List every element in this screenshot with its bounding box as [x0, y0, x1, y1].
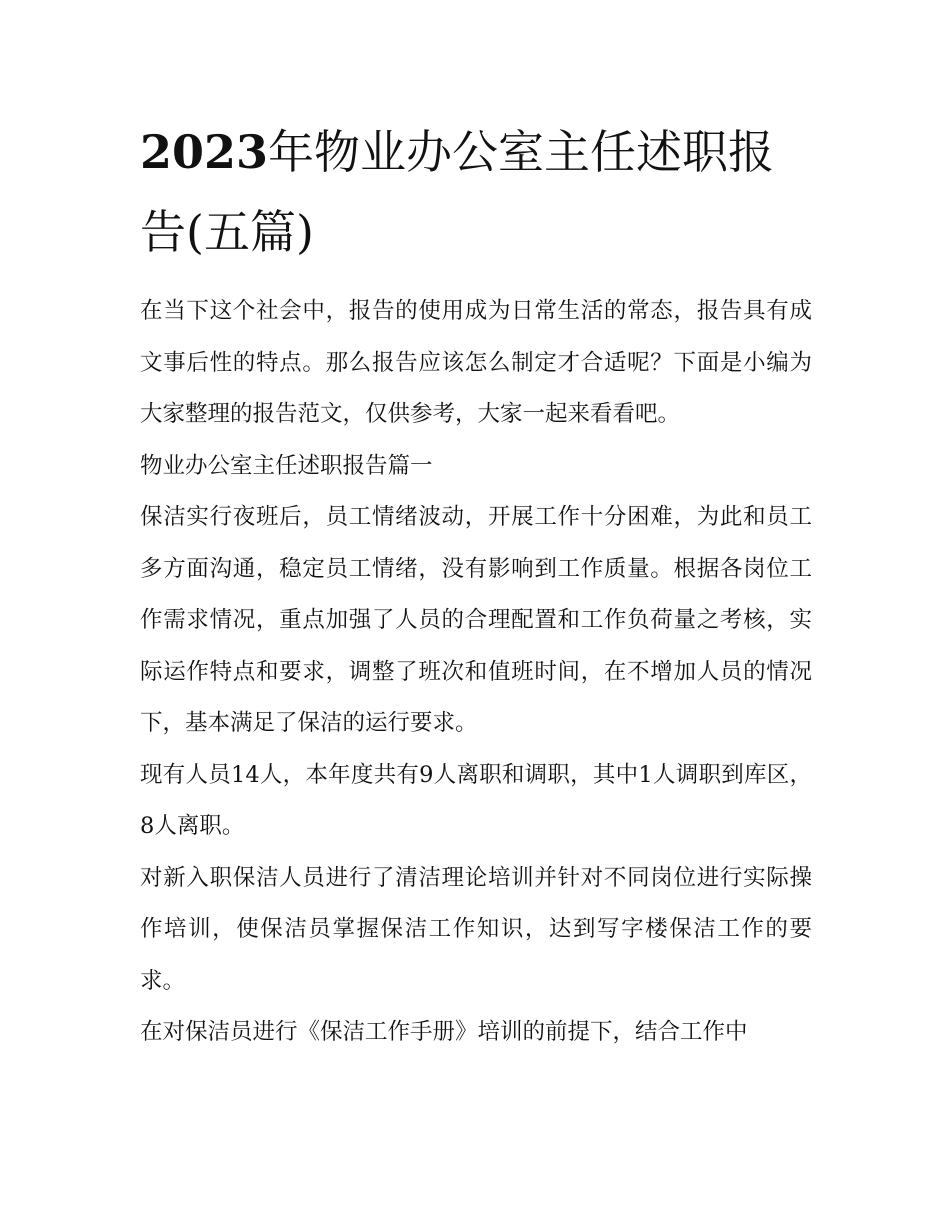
title-text: 年物业办公室主任述职报告(五篇) — [140, 125, 775, 259]
body-paragraph: 保洁实行夜班后，员工情绪波动，开展工作十分困难，为此和员工多方面沟通，稳定员工情绪，没有影响到工作质量。根据各岗位工作需求情况，重点加强了人员的合理配置和工作负荷量之考核，实际运作特点和要求，调整了班次和值班时间，在不增加人员的情况下，基本满足了保洁的运行要求。 — [140, 504, 812, 736]
section-heading: 物业办公室主任述职报告篇一 — [140, 452, 433, 479]
document-title — [140, 112, 812, 272]
body-paragraph: 现有人员14人，本年度共有9人离职和调职，其中1人调职到库区，8人离职。 — [140, 761, 812, 839]
body-paragraph: 在对保洁员进行《保洁工作手册》培训的前提下，结合工作中 — [140, 1019, 748, 1045]
title-year: 2023 — [140, 125, 269, 179]
intro-paragraph: 在当下这个社会中，报告的使用成为日常生活的常态，报告具有成文事后性的特点。那么报告应该怎么制定才合适呢？下面是小编为大家整理的报告范文，仅供参考，大家一起来看看吧。 — [140, 298, 812, 427]
body-paragraph: 对新入职保洁人员进行了清洁理论培训并针对不同岗位进行实际操作培训，使保洁员掌握保洁工作知识，达到写字楼保洁工作的要求。 — [140, 864, 812, 994]
document-page — [140, 112, 812, 1059]
